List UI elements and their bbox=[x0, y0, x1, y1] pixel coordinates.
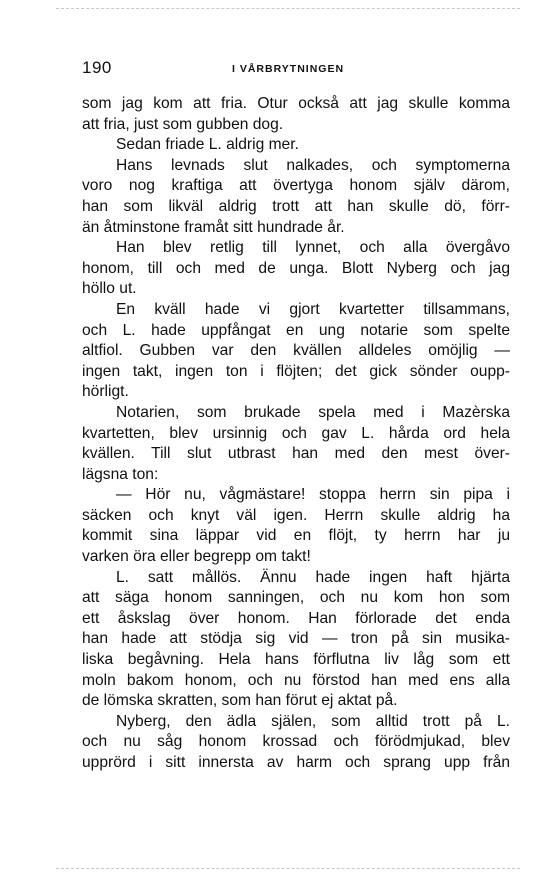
text-line: Notarien, som brukade spela med i Mazèrska bbox=[116, 403, 510, 421]
text-line: han som likväl aldrig trott att han skulle dö, förr- bbox=[82, 197, 510, 215]
text-line: kommit sina läppar vid en flöjt, ty herrn har ju bbox=[82, 527, 510, 545]
text-line: liska begåvning. Hela hans förflutna liv låg som ett bbox=[82, 651, 510, 669]
top-scan-edge bbox=[56, 8, 520, 9]
text-line: altfiol. Gubben var den kvällen alldeles omöjlig — bbox=[82, 342, 510, 360]
text-line: Hans levnads slut nalkades, och symptomerna bbox=[116, 156, 510, 174]
text-line: honom, till och med de unga. Blott Nyberg och jag bbox=[82, 259, 510, 277]
text-line: höllo ut. bbox=[82, 280, 137, 298]
body-text bbox=[82, 94, 510, 774]
text-line: Sedan friade L. aldrig mer. bbox=[116, 136, 299, 154]
page-header bbox=[82, 58, 510, 82]
page-number: 190 bbox=[82, 58, 112, 77]
text-line: än åtminstone framåt sitt hundrade år. bbox=[82, 218, 345, 236]
text-line: — Hör nu, vågmästare! stoppa herrn sin pipa i bbox=[116, 486, 510, 504]
text-line: En kväll hade vi gjort kvartetter tillsammans, bbox=[116, 300, 510, 318]
text-line: att fria, just som gubben dog. bbox=[82, 115, 284, 133]
text-line: kvartetten, blev ursinnig och gav L. hårda ord hela bbox=[82, 424, 510, 442]
text-line: upprörd i sitt innersta av harm och sprang upp från bbox=[82, 754, 510, 771]
text-line: lägsna ton: bbox=[82, 465, 159, 483]
text-line: han hade att stödja sig vid — tron på sin musika- bbox=[82, 630, 510, 648]
text-line: hörligt. bbox=[82, 383, 129, 401]
text-line: ett åskslag över honom. Han förlorade det enda bbox=[82, 609, 510, 627]
text-line: de lömska skratten, som han förut ej aktat på. bbox=[82, 692, 398, 710]
text-line: säcken och knyt väl igen. Herrn skulle aldrig ha bbox=[82, 506, 510, 524]
text-line: kvällen. Till slut utbrast han med den mest över- bbox=[82, 445, 510, 463]
text-line: och L. hade uppfångat en ung notarie som spelte bbox=[82, 321, 510, 339]
text-line: ingen takt, ingen ton i flöjten; det gick sönder oupp- bbox=[82, 362, 510, 380]
text-line: Han blev retlig till lynnet, och alla övergåvo bbox=[116, 239, 510, 257]
text-line: att säga honom sanningen, och nu kom hon som bbox=[82, 589, 510, 607]
text-line: L. satt mållös. Ännu hade ingen haft hjärta bbox=[116, 568, 510, 586]
text-line: voro nog kraftiga att övertyga honom själv därom, bbox=[82, 177, 510, 195]
text-line: moln bakom honom, och nu förstod han med ens alla bbox=[82, 671, 510, 689]
bottom-scan-edge bbox=[56, 868, 520, 869]
text-line: Nyberg, den ädla själen, som alltid trott på L. bbox=[116, 712, 510, 730]
text-line: och nu såg honom krossad och förödmjukad, blev bbox=[82, 733, 510, 751]
running-head: I VÅRBRYTNINGEN bbox=[232, 63, 345, 75]
text-line: som jag kom att fria. Otur också att jag skulle komma bbox=[82, 95, 510, 112]
text-line: varken öra eller begrepp om takt! bbox=[82, 548, 311, 566]
